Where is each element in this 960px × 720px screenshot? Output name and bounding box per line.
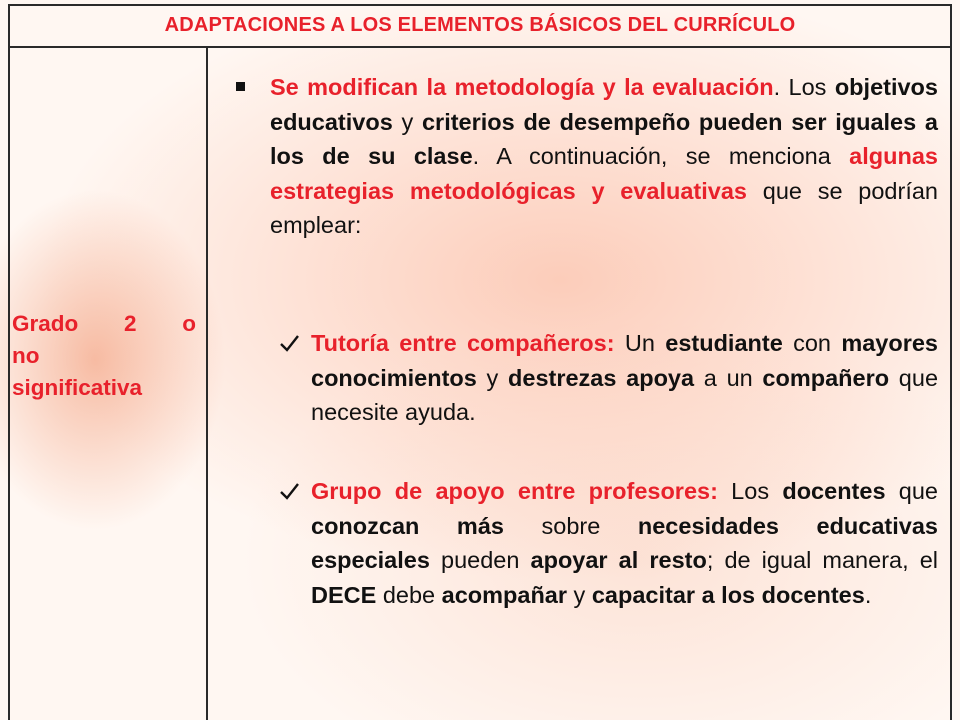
text-run: pueden [429, 547, 531, 573]
text-run: necesidades educativas especiales [311, 512, 938, 573]
text-run: con [782, 330, 842, 356]
paragraph-main [270, 70, 938, 243]
text-run: que se podrían emplear: [270, 177, 938, 238]
table-header-title: ADAPTACIONES A LOS ELEMENTOS BÁSICOS DEL CURRÍCULO [164, 13, 796, 36]
text-run: ; de igual manera, el [706, 547, 939, 573]
text-run: destrezas apoya [508, 364, 695, 391]
table-border-left [8, 4, 10, 720]
grade-line-no: no [12, 343, 40, 368]
text-run: mayores conocimientos [311, 330, 938, 391]
text-run: y [567, 581, 592, 608]
text-run: Tutoría entre compañeros: [311, 330, 615, 356]
square-bullet-icon [236, 82, 245, 91]
table-border-header-bottom [8, 46, 952, 48]
text-run: que necesite ayuda. [311, 364, 939, 425]
grade-line-significativa: significativa [12, 375, 143, 400]
text-run: debe [376, 581, 442, 608]
text-run: sobre [503, 512, 638, 539]
text-run: capacitar a los docentes [591, 581, 865, 608]
checkmark-icon [278, 480, 300, 502]
text-run: y [476, 364, 509, 391]
text-run: a un [694, 364, 763, 391]
text-run: docentes [782, 478, 886, 504]
table-border-right [950, 4, 952, 720]
text-run: objetivos educativos [270, 74, 938, 135]
text-run: apoyar al resto [530, 547, 707, 573]
text-run: . Los [773, 74, 835, 100]
grade-conjunction: o [182, 311, 196, 336]
text-run: Se modifican la metodología y la evaluación [270, 74, 774, 100]
text-run: DECE [311, 581, 377, 608]
text-run: compañero [762, 364, 890, 391]
table-border-mid [206, 48, 208, 720]
text-run: . [864, 581, 872, 608]
text-run: . A continuación, se menciona [472, 143, 850, 169]
text-run: criterios de desempeño pueden ser iguales a los de su clase [270, 108, 938, 169]
text-run: y [392, 108, 422, 135]
text-run: algunas estrategias metodológicas y evaluativas [270, 143, 938, 204]
grade-label [12, 308, 198, 404]
grade-number: 2 [124, 311, 137, 336]
text-run: que [885, 478, 938, 504]
text-run: estudiante [665, 330, 783, 356]
text-run: Grupo de apoyo entre profesores: [311, 478, 718, 504]
grade-word: Grado [12, 311, 79, 336]
list-item-tutoria [311, 326, 938, 430]
text-run: Los [717, 478, 783, 504]
checkmark-icon [278, 332, 300, 354]
text-run: Un [614, 330, 666, 356]
list-item-grupo-apoyo [311, 474, 938, 612]
text-run: acompañar [441, 581, 568, 608]
text-run: conozcan más [311, 512, 504, 539]
